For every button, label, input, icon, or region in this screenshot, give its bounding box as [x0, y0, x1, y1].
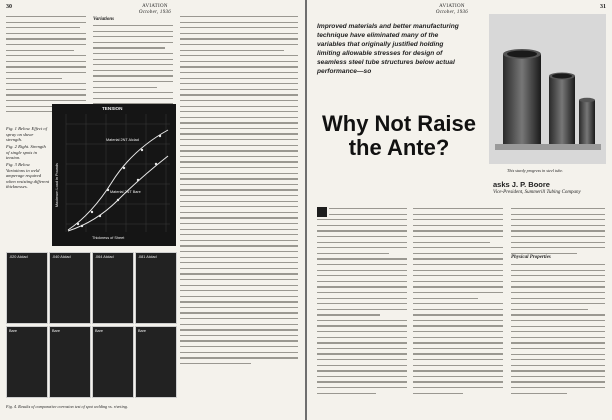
- fig4-caption: Fig. 4. Results of comparative corrosion test of spot welding vs. riveting.: [6, 404, 128, 409]
- micro-photo-5: Bare: [6, 326, 48, 398]
- left-page: [0, 0, 305, 420]
- fig1-caption: Fig. 1 Below. Effect of spray on shear strength.: [6, 126, 47, 142]
- magazine-name-left: AVIATION: [142, 4, 168, 9]
- subhead-physical-properties: Physical Properties: [511, 255, 551, 260]
- chart-ylabel: Maximum Load in Pounds: [55, 163, 59, 207]
- tube-photo-svg: [489, 14, 606, 164]
- byline: asks J. P. Boore: [493, 180, 550, 189]
- micro-photo-3: .064 Alclad: [92, 252, 134, 324]
- micro-photo-6: Bare: [49, 326, 91, 398]
- issue-date-right: October, 1936: [435, 9, 469, 15]
- micro-photo-4: .081 Alclad: [135, 252, 177, 324]
- steel-tube-photo: [489, 14, 606, 164]
- right-page: [307, 0, 612, 420]
- alclad-curve: [68, 130, 168, 230]
- tension-chart: [52, 104, 176, 246]
- body-text-right-3: [511, 208, 605, 258]
- micro-photo-1: .020 Alclad: [6, 252, 48, 324]
- subhead-variations: Variations: [93, 17, 115, 22]
- micro-photo-8: Bare: [135, 326, 177, 398]
- running-head-left: [120, 4, 190, 15]
- article-title: Why Not Raise the Ante?: [321, 111, 477, 160]
- label-alclad: Material 2NT Alclad: [106, 138, 139, 142]
- column-text-left-3: [180, 16, 298, 368]
- fig3-caption: Fig. 3 Below. Variations in weld amperage required when resisting different thicknesses.: [6, 162, 50, 189]
- column-left-2: [93, 16, 173, 25]
- page-number-left: 30: [6, 4, 12, 10]
- article-teaser: Improved materials and better manufacturing technique have eliminated many of the variables that originally justified holding limiting allowable stresses for design of seamless steel tube structures below actual performance—so: [317, 23, 459, 75]
- page-number-right: 31: [600, 4, 606, 10]
- tube-large: [503, 54, 541, 146]
- magazine-name-right: AVIATION: [439, 4, 465, 9]
- tube-small: [579, 100, 595, 146]
- label-bare: Material 2NT Bare: [110, 190, 141, 194]
- column-text-left-1: [6, 16, 86, 117]
- body-text-right-3b: [511, 264, 605, 398]
- tension-chart-svg: [52, 104, 176, 246]
- data-points: [77, 135, 161, 227]
- corrosion-figure: [6, 252, 176, 402]
- column-right-3: [511, 254, 605, 263]
- fig2-caption: Fig. 2 Right. Strength of single spots in tension.: [6, 144, 46, 160]
- issue-date-left: October, 1936: [138, 9, 172, 15]
- body-text-right-1: [317, 208, 407, 398]
- photo-caption: This sturdy progress in steel tube.: [507, 168, 564, 173]
- body-text-right-2: [413, 208, 503, 398]
- label-tension: TENSION: [102, 106, 123, 111]
- drop-cap-block: [317, 207, 327, 217]
- chart-xlabel: Thickness of Sheet: [92, 236, 125, 240]
- micro-photo-2: .040 Alclad: [49, 252, 91, 324]
- tube-medium: [549, 76, 575, 146]
- running-head-right: [417, 4, 487, 15]
- micro-photo-7: Bare: [92, 326, 134, 398]
- author-affiliation: Vice-President, Summerill Tubing Company: [493, 190, 581, 195]
